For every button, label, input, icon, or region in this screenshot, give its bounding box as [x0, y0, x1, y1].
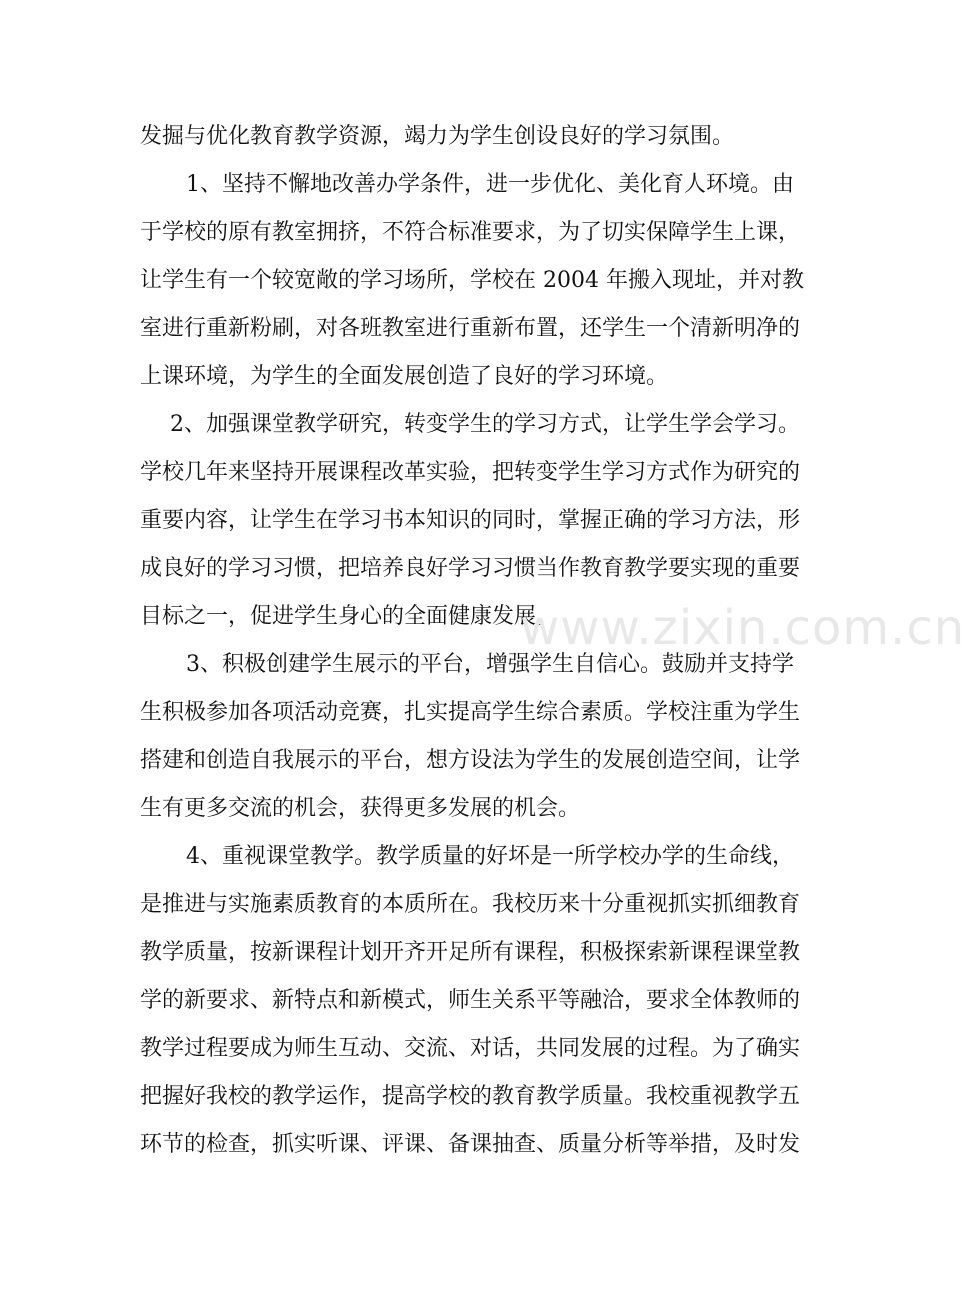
- text-line: 生积极参加各项活动竞赛，扎实提高学生综合素质。学校注重为学生: [140, 700, 801, 725]
- text-line: 目标之一，促进学生身心的全面健康发展。: [140, 604, 559, 629]
- text-line: 上课环境，为学生的全面发展创造了良好的学习环境。: [140, 364, 669, 389]
- text-line: 环节的检查，抓实听课、评课、备课抽查、质量分析等举措，及时发: [140, 1132, 801, 1157]
- text-line: 成良好的学习习惯，把培养良好学习习惯当作教育教学要实现的重要: [140, 556, 801, 581]
- text-line: 是推进与实施素质教育的本质所在。我校历来十分重视抓实抓细教育: [140, 892, 801, 917]
- text-line: 教学过程要成为师生互动、交流、对话，共同发展的过程。为了确实: [140, 1036, 801, 1061]
- text-line: 学的新要求、新特点和新模式，师生关系平等融洽，要求全体教师的: [140, 988, 801, 1013]
- text-line: 教学质量，按新课程计划开齐开足所有课程，积极探索新课程课堂教: [140, 940, 801, 965]
- text-line: 于学校的原有教室拥挤，不符合标准要求，为了切实保障学生上课，: [140, 220, 801, 245]
- paragraph-4-first-line: 4、重视课堂教学。教学质量的好坏是一所学校办学的生命线，: [186, 844, 794, 869]
- text-line: 搭建和创造自我展示的平台，想方设法为学生的发展创造空间，让学: [140, 748, 801, 773]
- text-line: 发掘与优化教育教学资源，竭力为学生创设良好的学习氛围。: [140, 124, 735, 149]
- text-line: 学校几年来坚持开展课程改革实验，把转变学生学习方式作为研究的: [140, 460, 801, 485]
- watermark: www.zixin.com.cn: [520, 600, 965, 656]
- text-line: 把握好我校的教学运作，提高学校的教育教学质量。我校重视教学五: [140, 1084, 801, 1109]
- text-line: 室进行重新粉刷，对各班教室进行重新布置，还学生一个清新明净的: [140, 316, 801, 341]
- text-line: 重要内容，让学生在学习书本知识的同时，掌握正确的学习方法，形: [140, 508, 801, 533]
- paragraph-1-first-line: 1、坚持不懈地改善办学条件，进一步优化、美化育人环境。由: [186, 172, 794, 197]
- text-line: 生有更多交流的机会，获得更多发展的机会。: [140, 796, 581, 821]
- paragraph-3-first-line: 3、积极创建学生展示的平台，增强学生自信心。鼓励并支持学: [186, 652, 794, 677]
- text-line: 让学生有一个较宽敞的学习场所，学校在 2004 年搬入现址，并对教: [140, 268, 804, 293]
- paragraph-2-first-line: 2、加强课堂教学研究，转变学生的学习方式，让学生学会学习。: [170, 412, 800, 437]
